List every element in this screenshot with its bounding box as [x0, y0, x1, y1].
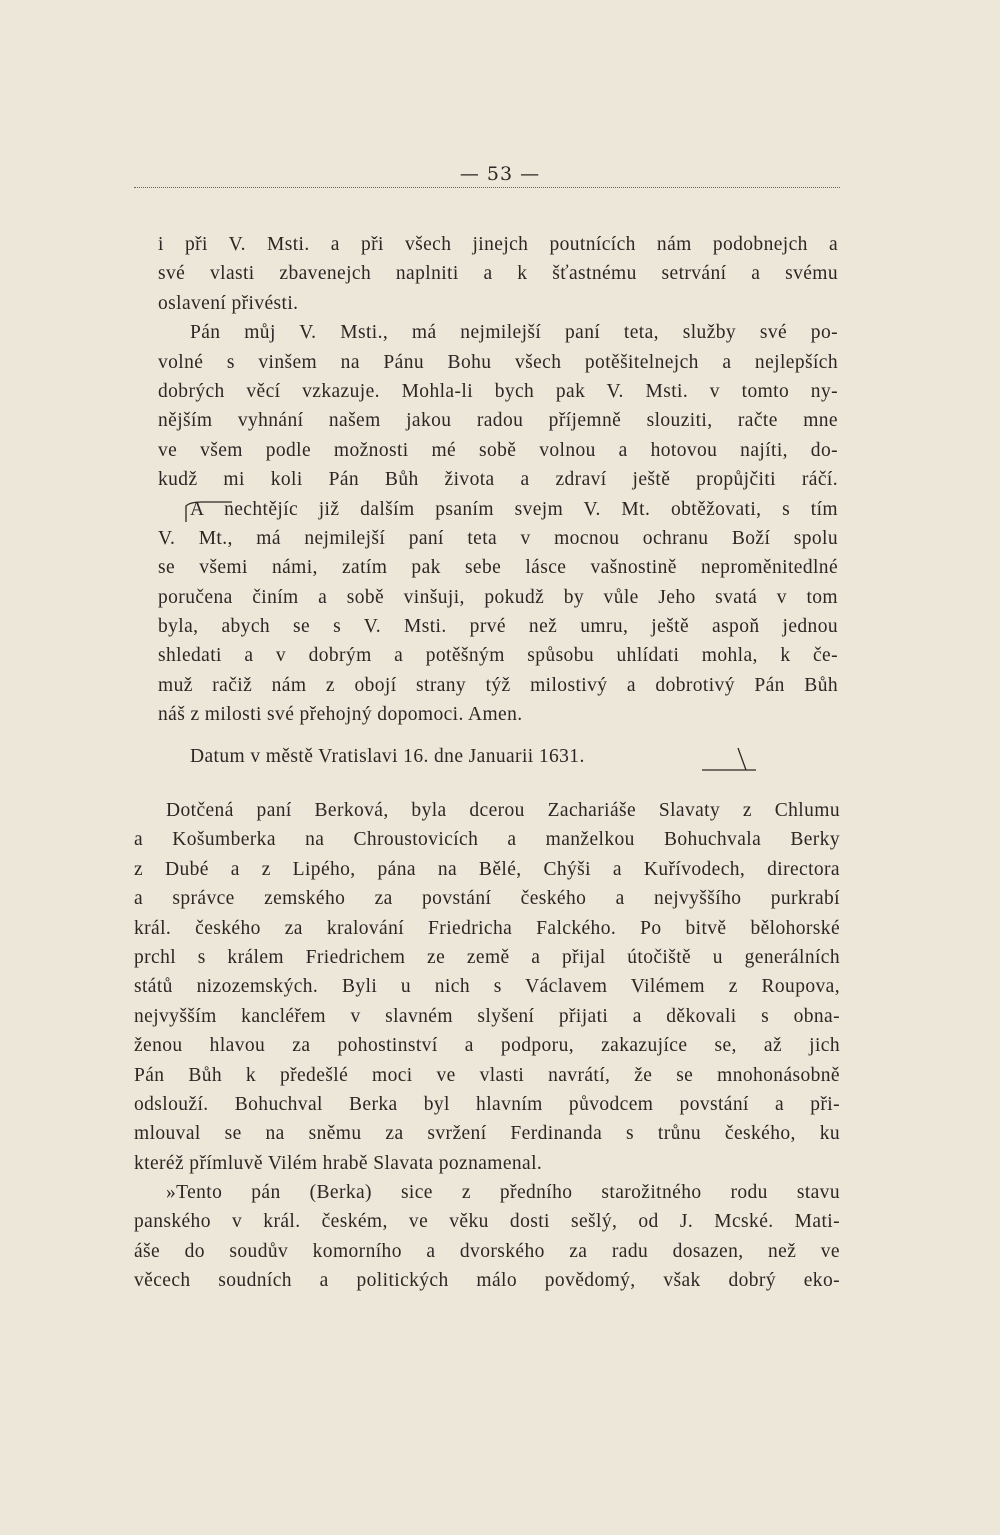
- note-line: států nizozemských. Byli u nich s Václavem Vilémem z Roupova,: [134, 976, 840, 998]
- note-line: a správce zemského za povstání českého a nejvyššího purkrabí: [134, 888, 840, 910]
- letter-line: se všemi námi, zatím pak sebe lásce vašnostině neproměnitedlné: [158, 557, 838, 579]
- note-text: [134, 796, 840, 1296]
- note-line: »Tento pán (Berka) sice z předního starožitného rodu stavu: [166, 1182, 840, 1204]
- letter-line: V. Mt., má nejmilejší paní teta v mocnou ochranu Boží spolu: [158, 527, 838, 549]
- letter-line: ve všem podle možnosti mé sobě volnou a hotovou najíti, do-: [158, 439, 838, 461]
- note-line: nejvyšším kancléřem v slavném slyšení přijati a děkovali s obna-: [134, 1005, 840, 1027]
- letter-line: své vlasti zbavenejch naplniti a k šťastnému setrvání a svému: [158, 263, 838, 285]
- page-number: — 53 —: [459, 163, 541, 185]
- note-line: prchl s králem Friedrichem ze země a přijal útočiště u generálních: [134, 946, 840, 968]
- letter-line: nějším vyhnání našem jakou radou příjemně slouziti, račte mne: [158, 410, 838, 432]
- letter-line: Pán můj V. Msti., má nejmilejší paní teta, služby své po-: [190, 322, 838, 344]
- note-line: Dotčená paní Berková, byla dcerou Zachariáše Slavaty z Chlumu: [166, 800, 840, 821]
- header-rule: [134, 187, 840, 188]
- note-line: mlouval se na sněmu za svržení Ferdinanda s trůnu českého, ku: [134, 1123, 840, 1145]
- letter-line: poručena činím a sobě vinšuji, pokudž by vůle Jeho svatá v tom: [158, 586, 838, 608]
- letter-line: dobrých věcí vzkazuje. Mohla-li bych pak V. Msti. v tomto ny-: [158, 380, 838, 402]
- letter-line: volné s vinšem na Pánu Bohu všech potěšitelnejch a nejlepších: [158, 351, 838, 373]
- letter-line: A nechtějíc již dalším psaním svejm V. Mt. obtěžovati, s tím: [190, 498, 838, 520]
- note-line: z Dubé a z Lipého, pána na Bělé, Chýši a Kuřívodech, directora: [134, 858, 840, 880]
- note-line: áše do soudův komorního a dvorského za radu dosazen, než ve: [134, 1240, 840, 1262]
- letter-line: muž račiž nám z obojí strany týž milostivý a dobrotivý Pán Bůh: [158, 674, 838, 696]
- letter-line: kudž mi koli Pán Bůh života a zdraví ještě propůjčiti ráčí.: [158, 469, 838, 491]
- note-line: odslouží. Bohuchval Berka byl hlavním původcem povstání a při-: [134, 1093, 840, 1115]
- note-line: panského v král. českém, ve věku dosti sešlý, od J. Mcské. Mati-: [134, 1211, 840, 1233]
- note-line: král. českého za kralování Friedricha Falckého. Po bitvě bělohorské: [134, 917, 840, 939]
- date-line: Datum v městě Vratislavi 16. dne Januarii 1631.: [190, 746, 585, 767]
- letter-line: byla, abych se s V. Msti. prvé než umru, ještě aspoň jednou: [158, 616, 838, 638]
- letter-line: i při V. Msti. a při všech jinejch poutnících nám podobnejch a: [158, 234, 838, 255]
- note-line: věcech soudních a politických málo povědomý, však dobrý eko-: [134, 1270, 840, 1292]
- note-line: ženou hlavou za pohostinství a podporu, zakazujíce se, až jich: [134, 1035, 840, 1057]
- letter-line: náš z milosti své přehojný dopomoci. Amen.: [158, 704, 523, 726]
- note-line: Pán Bůh k předešlé moci ve vlasti navrátí, že se mnohonásobně: [134, 1064, 840, 1086]
- letter-line: shledati a v dobrým a potěšným spůsobu uhlídati mohla, k če-: [158, 645, 838, 667]
- letter-text: [158, 230, 838, 730]
- note-line: kteréž přímluvě Vilém hrabě Slavata poznamenal.: [134, 1152, 543, 1174]
- paragraph-mark-icon: [182, 498, 234, 524]
- letter-line: oslavení přivésti.: [158, 292, 299, 314]
- note-line: a Košumberka na Chroustovicích a manželkou Bohuchvala Berky: [134, 829, 840, 851]
